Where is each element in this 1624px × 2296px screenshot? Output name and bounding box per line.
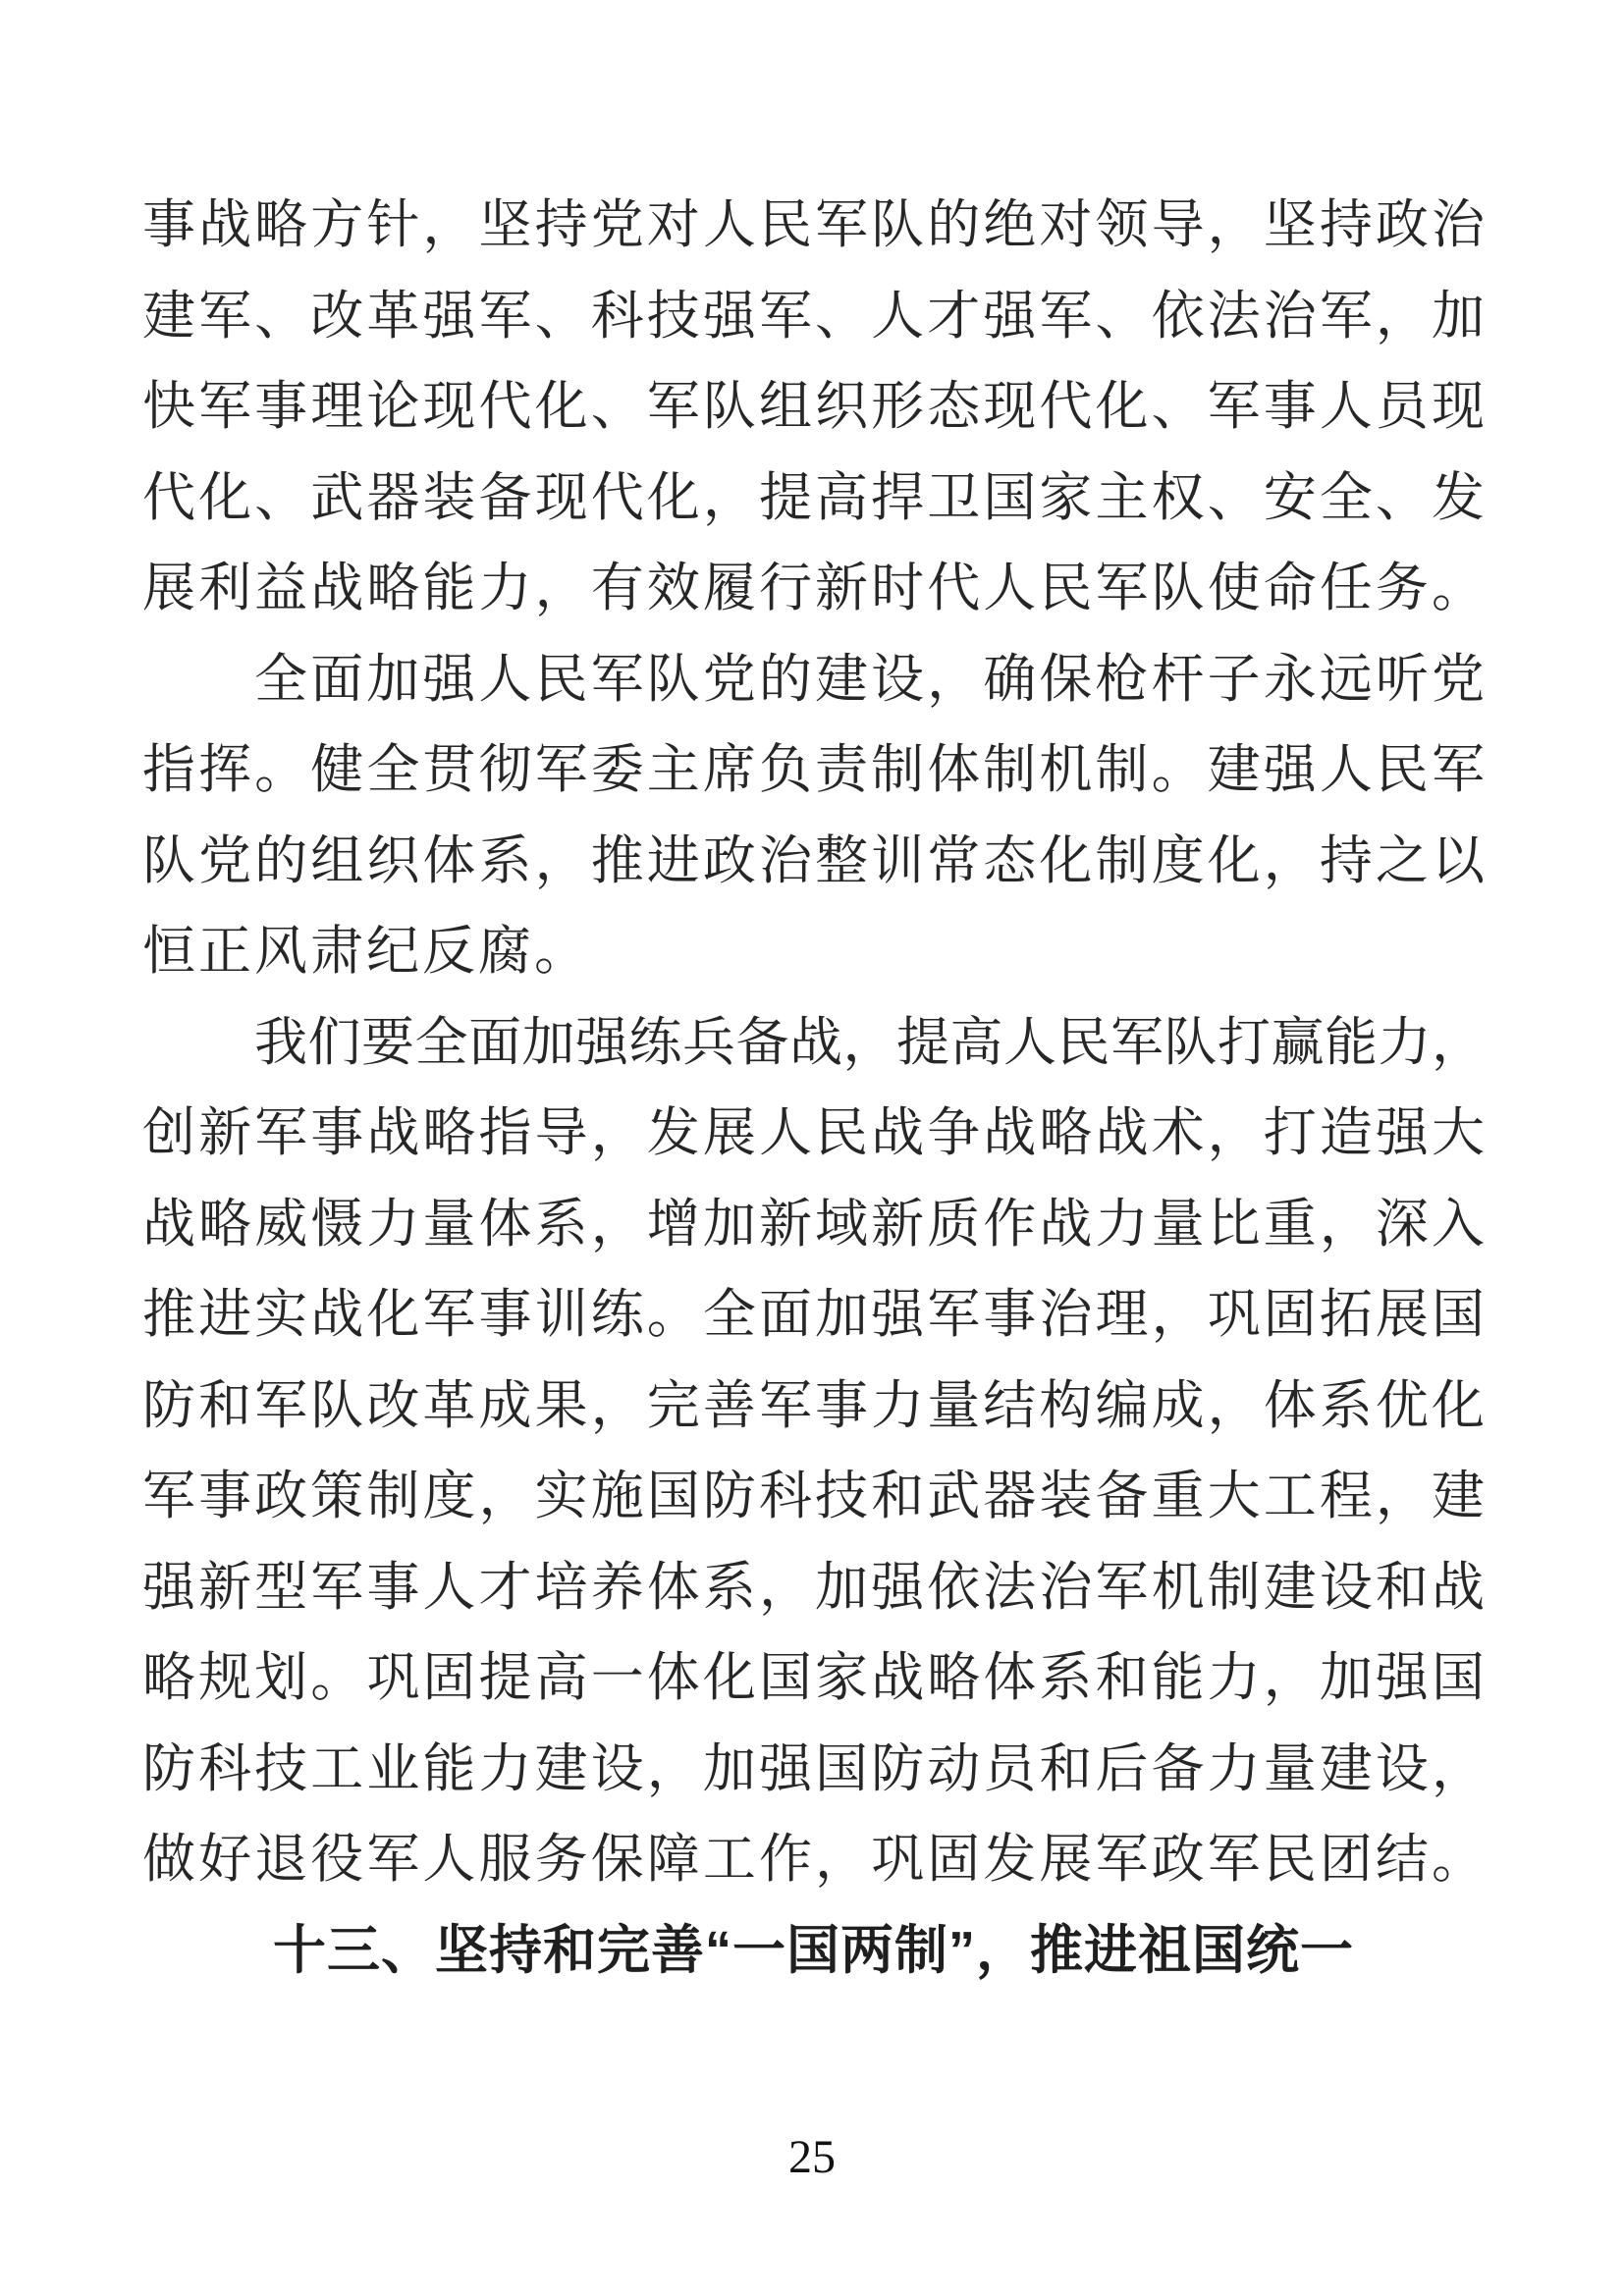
- body-line-2: 建军、改革强军、科技强军、人才强军、依法治军，加: [142, 286, 1485, 346]
- body-line-13: 推进实战化军事训练。全面加强军事治理，巩固拓展国: [142, 1285, 1485, 1344]
- body-line-3: 快军事理论现代化、军队组织形态现代化、军事人员现: [142, 377, 1485, 436]
- body-line-5: 展利益战略能力，有效履行新时代人民军队使命任务。: [142, 559, 1485, 617]
- body-line-19: 做好退役军人服务保障工作，巩固发展军政军民团结。: [142, 1830, 1485, 1889]
- body-line-12: 战略威慑力量体系，增加新域新质作战力量比重，深入: [142, 1194, 1485, 1254]
- body-line-1: 事战略方针，坚持党对人民军队的绝对领导，坚持政治: [142, 195, 1485, 254]
- body-line-10: 我们要全面加强练兵备战，提高人民军队打赢能力，: [254, 1012, 1485, 1072]
- body-line-4: 代化、武器装备现代化，提高捍卫国家主权、安全、发: [142, 467, 1485, 527]
- section-heading: 十三、坚持和完善“一国两制”，推进祖国统一: [273, 1920, 1354, 1980]
- body-line-15: 军事政策制度，实施国防科技和武器装备重大工程，建: [142, 1467, 1485, 1525]
- body-line-14: 防和军队改革成果，完善军事力量结构编成，体系优化: [142, 1375, 1485, 1435]
- body-line-17: 略规划。巩固提高一体化国家战略体系和能力，加强国: [142, 1648, 1485, 1707]
- body-text: [142, 180, 1485, 1996]
- page-number: 25: [788, 2131, 836, 2183]
- body-line-8: 队党的组织体系，推进政治整训常态化制度化，持之以: [142, 830, 1485, 890]
- body-line-18: 防科技工业能力建设，加强国防动员和后备力量建设，: [142, 1738, 1485, 1798]
- body-line-16: 强新型军事人才培养体系，加强依法治军机制建设和战: [142, 1557, 1485, 1617]
- body-line-9: 恒正风肃纪反腐。: [142, 922, 590, 981]
- body-line-6: 全面加强人民军队党的建设，确保枪杆子永远听党: [254, 649, 1485, 709]
- body-line-7: 指挥。健全贯彻军委主席负责制体制机制。建强人民军: [142, 740, 1485, 799]
- body-line-11: 创新军事战略指导，发展人民战争战略战术，打造强大: [142, 1103, 1485, 1162]
- page-footer: [0, 2128, 1624, 2187]
